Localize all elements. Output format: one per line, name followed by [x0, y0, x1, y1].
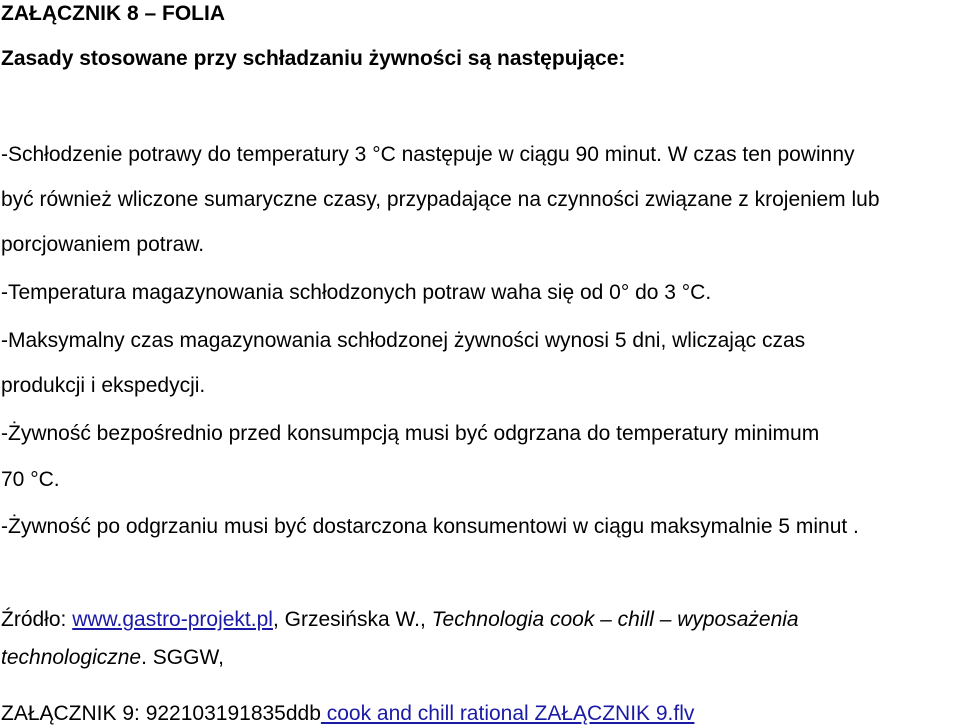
paragraph-line: -Żywność bezpośrednio przed konsumpcją musi być odgrzana do temperatury minimum [1, 422, 820, 445]
paragraph-line: produkcji i ekspedycji. [1, 374, 206, 397]
book-title: Technologia cook – chill – wyposażenia [431, 608, 799, 631]
heading: ZAŁĄCZNIK 8 – FOLIA [1, 2, 225, 25]
source-label: Źródło: [1, 608, 73, 631]
source-link[interactable]: www.gastro-projekt.pl [72, 608, 273, 631]
source-line-2 [1, 645, 224, 671]
paragraph-line: być również wliczone sumaryczne czasy, przypadające na czynności związane z krojeniem lub [1, 188, 880, 211]
publisher: . SGGW, [141, 646, 224, 669]
source-author: , Grzesińska W., [272, 608, 432, 631]
book-title-continued: technologiczne [1, 646, 142, 669]
subheading: Zasady stosowane przy schładzaniu żywności są następujące: [1, 47, 626, 70]
paragraph-line: -Maksymalny czas magazynowania schłodzonej żywności wynosi 5 dni, wliczając czas [1, 329, 806, 352]
attachment-line [1, 701, 694, 727]
paragraph-line: -Schłodzenie potrawy do temperatury 3 °C następuje w ciągu 90 minut. W czas ten powinny [1, 143, 855, 166]
paragraph-line: -Temperatura magazynowania schłodzonych potraw waha się od 0° do 3 °C. [1, 281, 712, 304]
attachment-label: ZAŁĄCZNIK 9: 922103191835ddb [1, 702, 321, 725]
paragraph-line: porcjowaniem potraw. [1, 233, 205, 256]
source-line [1, 607, 799, 633]
paragraph-line: -Żywność po odgrzaniu musi być dostarczona konsumentowi w ciągu maksymalnie 5 minut . [1, 515, 859, 538]
attachment-link[interactable]: cook and chill rational ZAŁĄCZNIK 9.flv [320, 702, 695, 725]
paragraph-line: 70 °C. [1, 468, 60, 491]
